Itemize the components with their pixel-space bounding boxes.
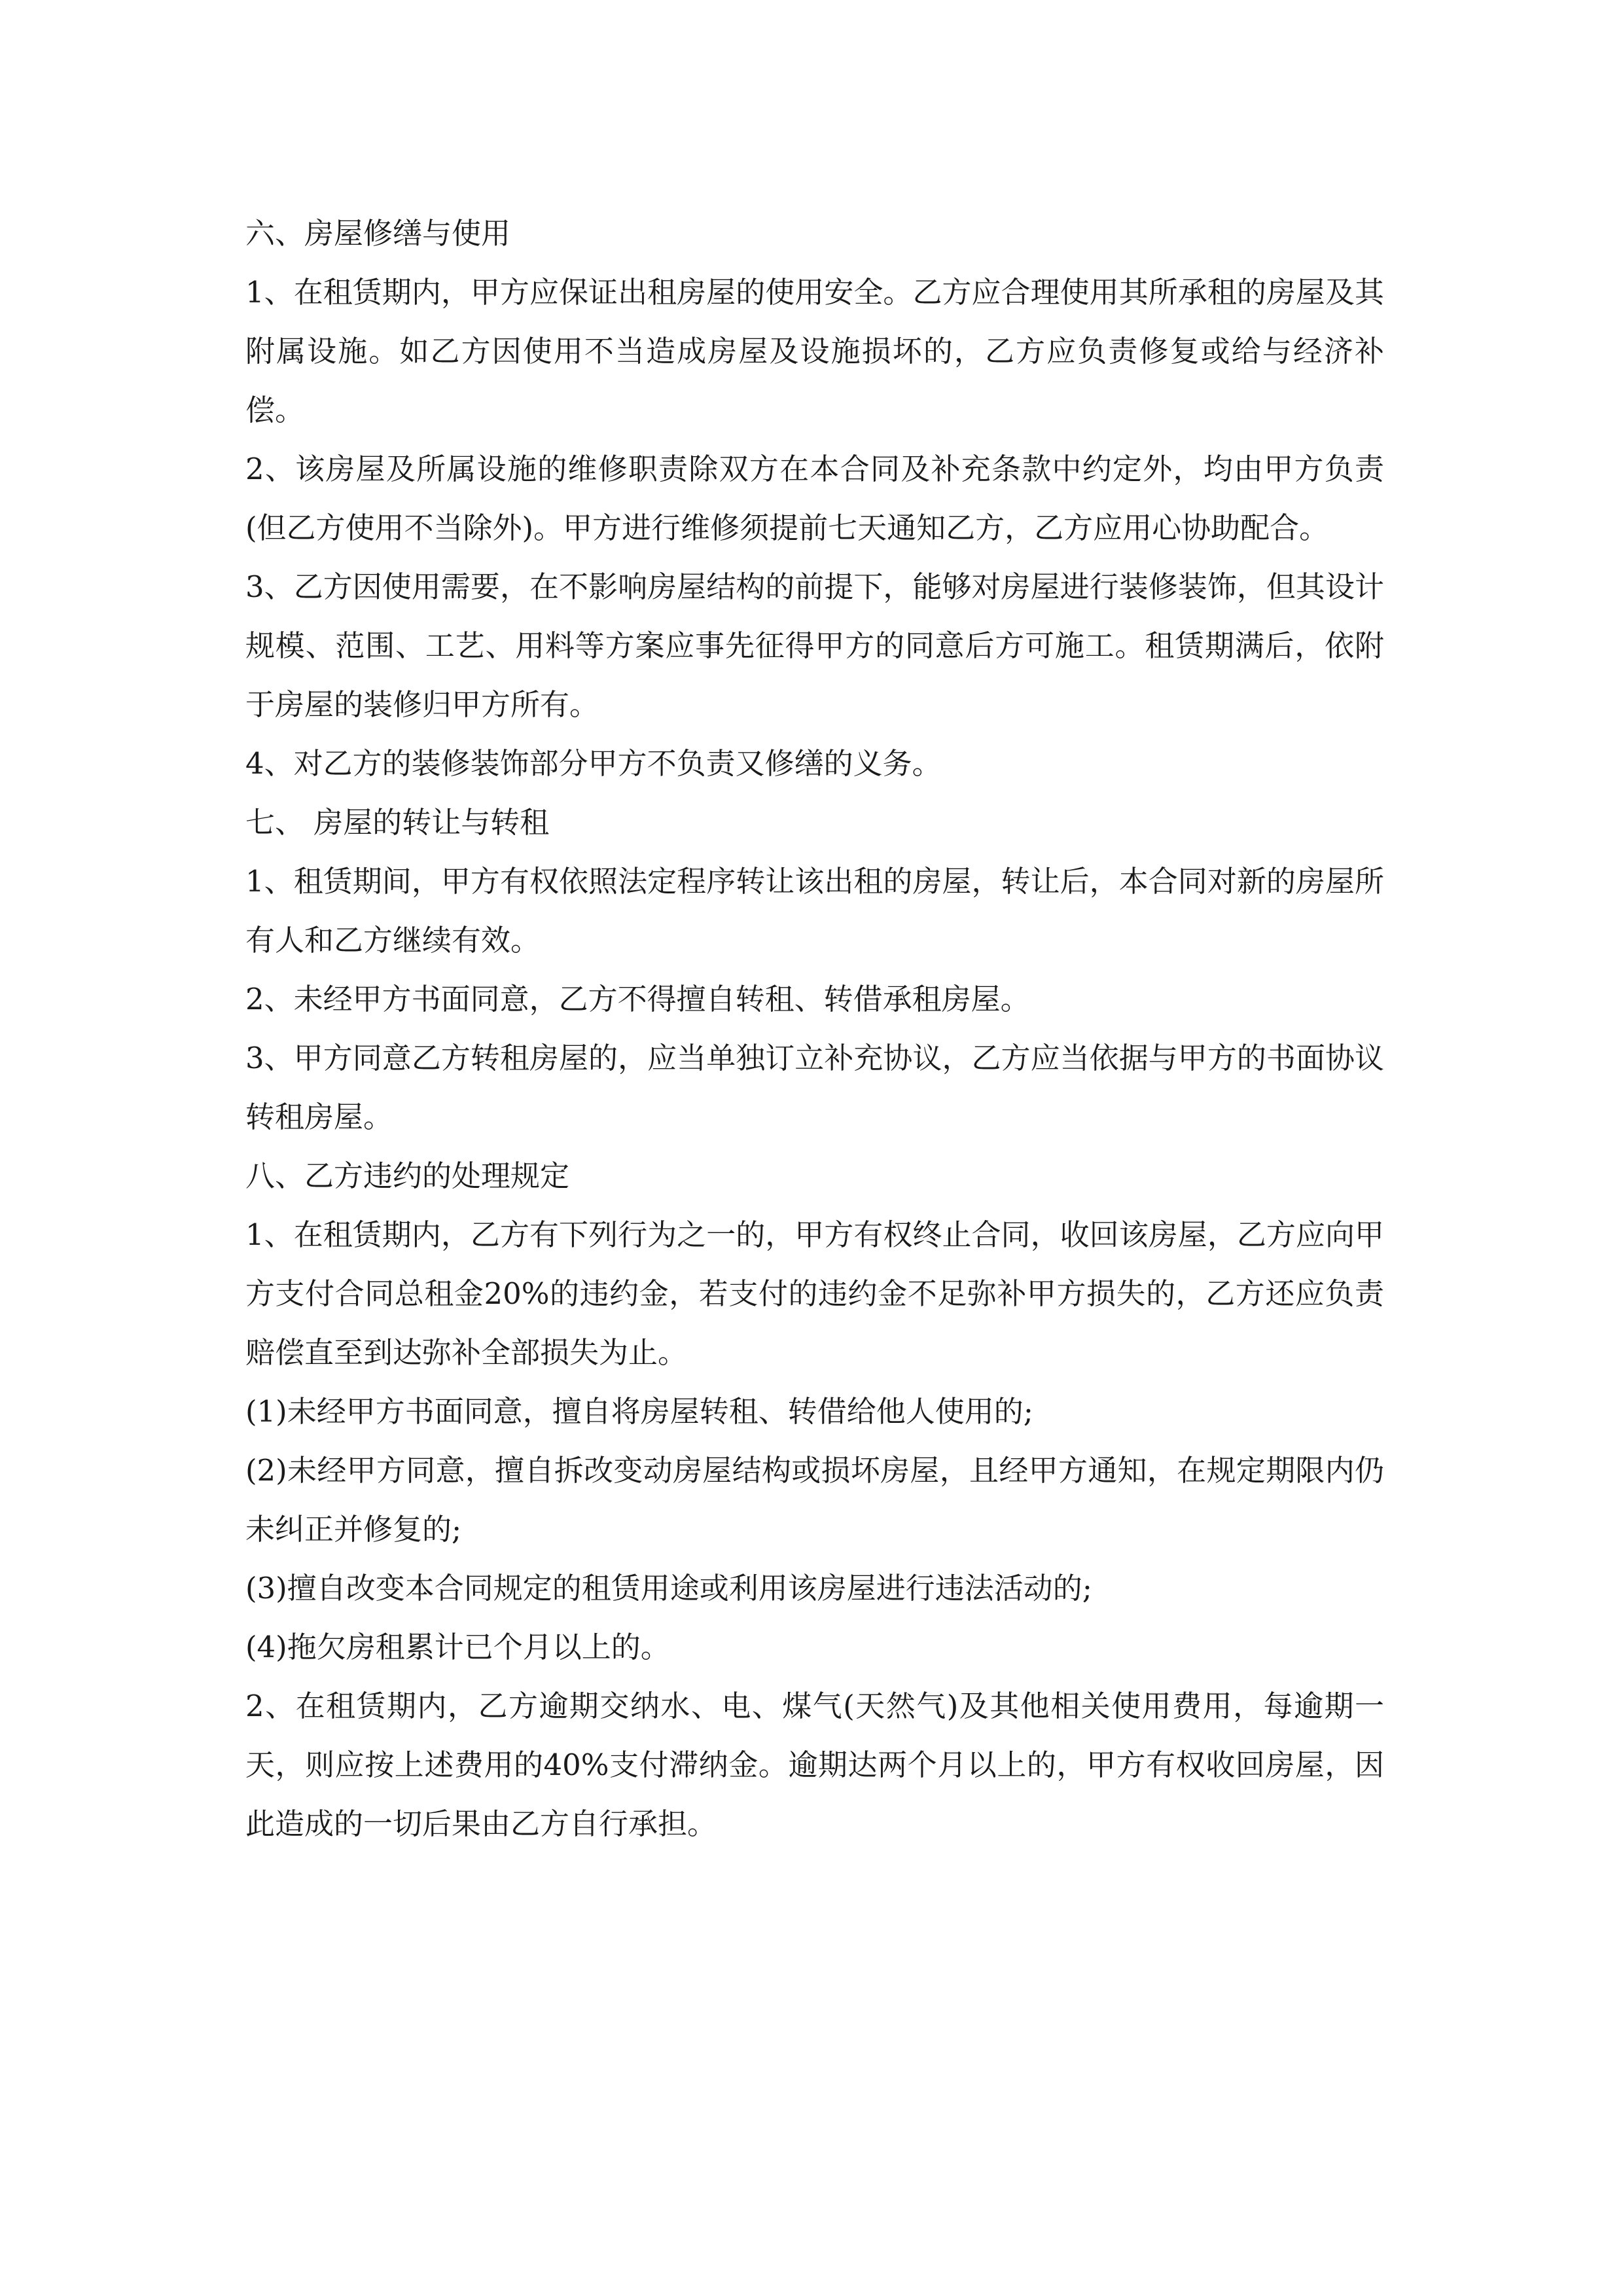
clause-8-1-item-2: (2)未经甲方同意，擅自拆改变动房屋结构或损坏房屋，且经甲方通知，在规定期限内仍未纠正并修复的; xyxy=(245,1453,1384,1547)
clause-8-1-item-3: (3)擅自改变本合同规定的租赁用途或利用该房屋进行违法活动的; xyxy=(245,1571,1092,1605)
clause-8-1-item-4: (4)拖欠房租累计已个月以上的。 xyxy=(245,1630,670,1664)
document-body xyxy=(245,204,1384,1854)
clause-6-3: 3、乙方因使用需要，在不影响房屋结构的前提下，能够对房屋进行装修装饰，但其设计规模、范围、工艺、用料等方案应事先征得甲方的同意后方可施工。租赁期满后，依附于房屋的装修归甲方所有。 xyxy=(245,569,1384,722)
clause-7-2: 2、未经甲方书面同意，乙方不得擅自转租、转借承租房屋。 xyxy=(245,982,1030,1016)
section-heading-breach-handling: 八、乙方违约的处理规定 xyxy=(245,1158,570,1193)
clause-7-1: 1、租赁期间，甲方有权依照法定程序转让该出租的房屋，转让后，本合同对新的房屋所有人和乙方继续有效。 xyxy=(245,864,1384,958)
clause-8-2: 2、在租赁期内，乙方逾期交纳水、电、煤气(天然气)及其他相关使用费用，每逾期一天，则应按上述费用的40%支付滞纳金。逾期达两个月以上的，甲方有权收回房屋，因此造成的一切后果由乙方自行承担。 xyxy=(245,1689,1384,1841)
section-heading-transfer-and-sublet: 七、 房屋的转让与转租 xyxy=(245,805,550,840)
clause-6-2: 2、该房屋及所属设施的维修职责除双方在本合同及补充条款中约定外，均由甲方负责(但乙方使用不当除外)。甲方进行维修须提前七天通知乙方，乙方应用心协助配合。 xyxy=(245,452,1384,545)
clause-6-1: 1、在租赁期内，甲方应保证出租房屋的使用安全。乙方应合理使用其所承租的房屋及其附属设施。如乙方因使用不当造成房屋及设施损坏的，乙方应负责修复或给与经济补偿。 xyxy=(245,275,1384,427)
section-heading-repair-and-use: 六、房屋修缮与使用 xyxy=(245,216,511,251)
clause-8-1: 1、在租赁期内，乙方有下列行为之一的，甲方有权终止合同，收回该房屋，乙方应向甲方支付合同总租金20%的违约金，若支付的违约金不足弥补甲方损失的，乙方还应负责赔偿直至到达弥补全部损失为止。 xyxy=(245,1217,1384,1370)
clause-8-1-item-1: (1)未经甲方书面同意，擅自将房屋转租、转借给他人使用的; xyxy=(245,1394,1033,1429)
clause-7-3: 3、甲方同意乙方转租房屋的，应当单独订立补充协议，乙方应当依据与甲方的书面协议转租房屋。 xyxy=(245,1041,1384,1134)
clause-6-4: 4、对乙方的装修装饰部分甲方不负责又修缮的义务。 xyxy=(245,746,942,781)
